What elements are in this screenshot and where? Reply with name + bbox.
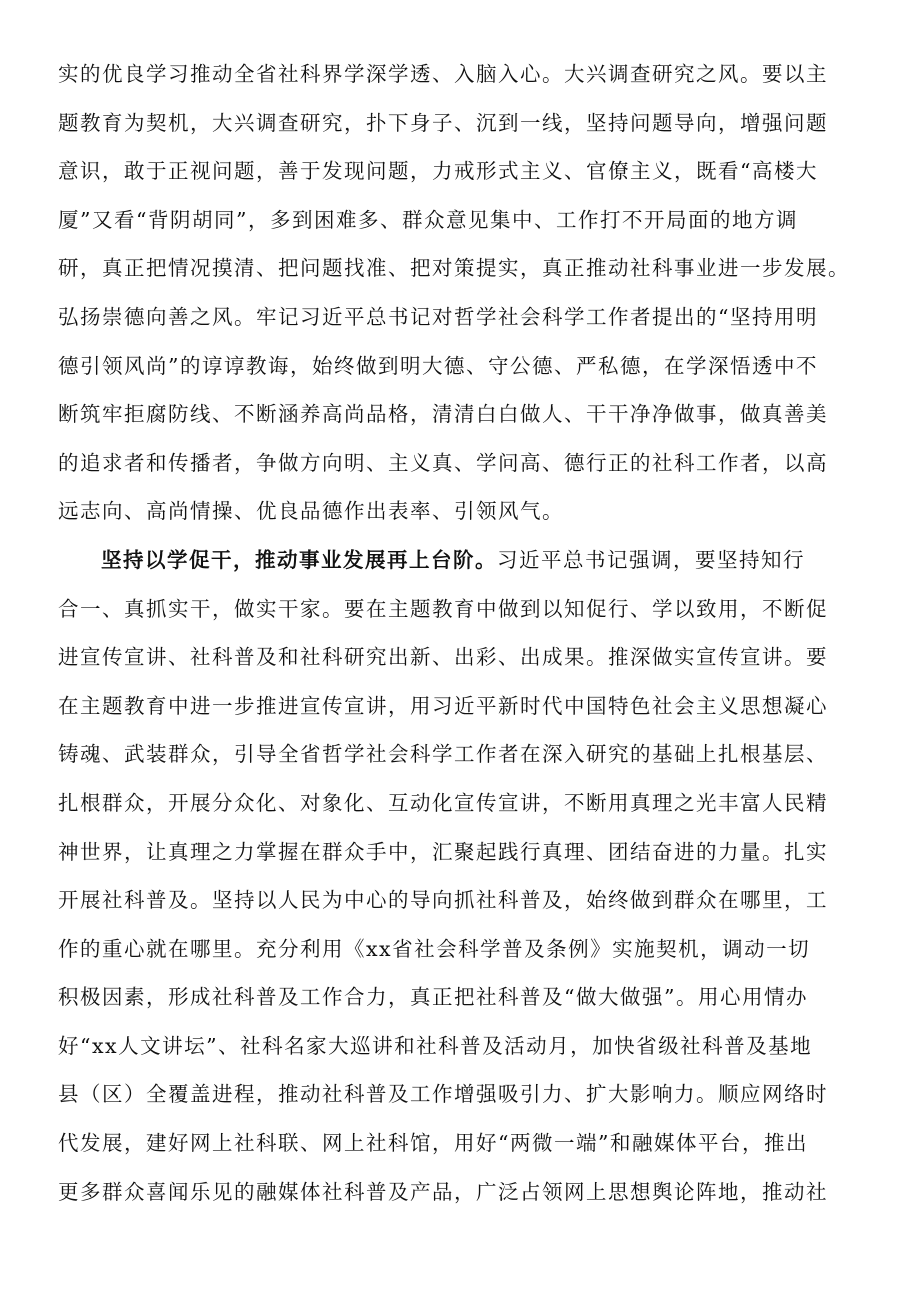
paragraph-learn-to-act (58, 536, 868, 1216)
text-line: 弘扬崇德向善之风。牢记习近平总书记对哲学社会科学工作者提出的“坚持用明 (58, 304, 818, 329)
paragraph-study-atmosphere (58, 50, 868, 536)
text-line: 作的重心就在哪里。充分利用《xx省社会科学普及条例》实施契机，调动一切 (58, 936, 811, 961)
text-line: 远志向、高尚情操、优良品德作出表率、引领风气。 (58, 499, 564, 524)
text-line: 扎根群众，开展分众化、对象化、互动化宣传宣讲，不断用真理之光丰富人民精 (58, 790, 828, 815)
paragraph-heading: 坚持以学促干，推动事业发展再上台阶。 (101, 547, 497, 572)
text-line: 的追求者和传播者，争做方向明、主义真、学问高、德行正的社科工作者，以高 (58, 450, 828, 475)
text-line: 厦”又看“背阴胡同”，多到困难多、群众意见集中、工作打不开局面的地方调 (58, 207, 798, 232)
text-line: 更多群众喜闻乐见的融媒体社科普及产品，广泛占领网上思想舆论阵地，推动社 (58, 1179, 828, 1204)
text-line: 好“xx人文讲坛”、社科名家大巡讲和社科普及活动月，加快省级社科普及基地 (58, 1033, 813, 1058)
text-line: 题教育为契机，大兴调查研究，扑下身子、沉到一线，坚持问题导向，增强问题 (58, 110, 828, 135)
text-line: 铸魂、武装群众，引导全省哲学社会科学工作者在深入研究的基础上扎根基层、 (58, 742, 828, 767)
document-body (58, 50, 868, 1216)
text-line: 合一、真抓实干，做实干家。要在主题教育中做到以知促行、学以致用，不断促 (58, 596, 828, 621)
paragraph-first-line-text: 习近平总书记强调，要坚持知行 (497, 547, 805, 572)
text-line: 积极因素，形成社科普及工作合力，真正把社科普及“做大做强”。用心用情办 (58, 985, 808, 1010)
text-line: 在主题教育中进一步推进宣传宣讲，用习近平新时代中国特色社会主义思想凝心 (58, 693, 828, 718)
text-line: 德引领风尚”的谆谆教诲，始终做到明大德、守公德、严私德，在学深悟透中不 (58, 353, 818, 378)
text-line: 进宣传宣讲、社科普及和社科研究出新、出彩、出成果。推深做实宣传宣讲。要 (58, 645, 828, 670)
paragraph-first-line (58, 536, 868, 585)
text-line: 代发展，建好网上社科联、网上社科馆，用好“两微一端”和融媒体平台，推出 (58, 1131, 808, 1156)
text-line: 实的优良学习推动全省社科界学深学透、入脑入心。大兴调查研究之风。要以主 (58, 62, 828, 86)
text-line: 开展社科普及。坚持以人民为中心的导向抓社科普及，始终做到群众在哪里，工 (58, 888, 828, 913)
text-line: 神世界，让真理之力掌握在群众手中，汇聚起践行真理、团结奋进的力量。扎实 (58, 839, 828, 864)
text-line: 研，真正把情况摸清、把问题找准、把对策提实，真正推动社科事业进一步发展。 (58, 256, 850, 281)
text-line: 县（区）全覆盖进程，推动社科普及工作增强吸引力、扩大影响力。顺应网络时 (58, 1082, 828, 1107)
text-line: 意识，敢于正视问题，善于发现问题，力戒形式主义、官僚主义，既看“高楼大 (58, 159, 818, 184)
text-line: 断筑牢拒腐防线、不断涵养高尚品格，清清白白做人、干干净净做事，做真善美 (58, 402, 828, 427)
